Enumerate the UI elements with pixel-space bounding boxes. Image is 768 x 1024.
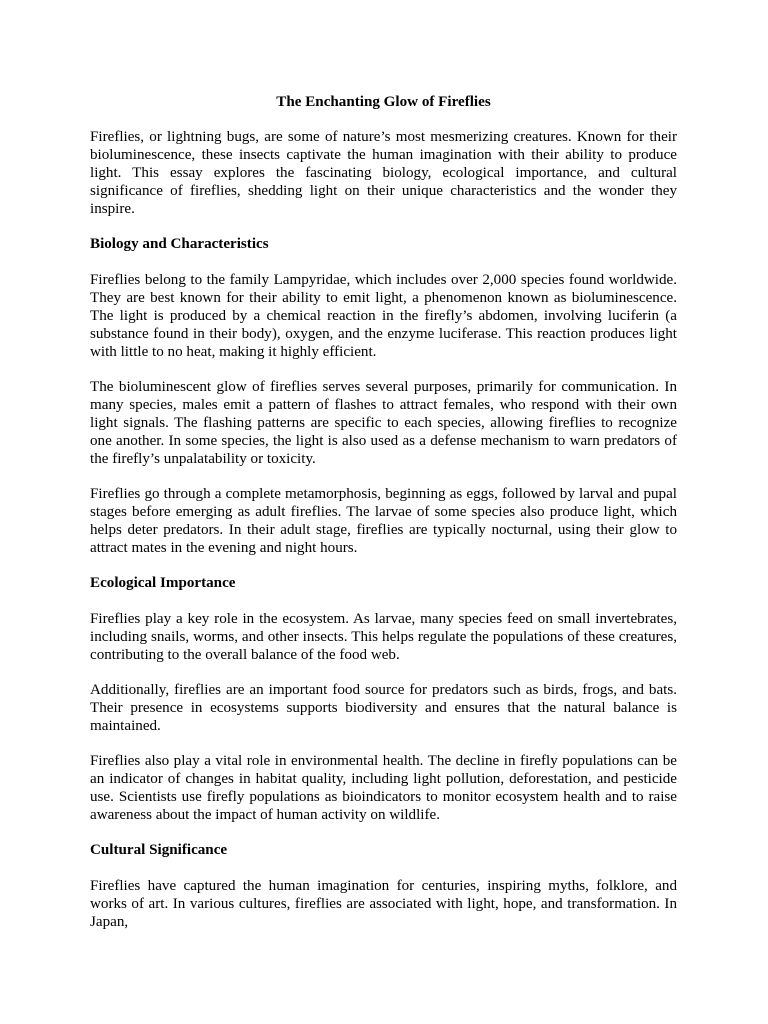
paragraph: Fireflies have captured the human imagination for centuries, inspiring myths, folklore, and works of art. In various cultures, fireflies are associated with light, hope, and transformation. In Japan, [90, 878, 677, 930]
paragraph: Additionally, fireflies are an important food source for predators such as birds, frogs, and bats. Their presence in ecosystems supports biodiversity and ensures that the natural balance is maintained. [90, 682, 677, 734]
section-heading-biology: Biology and Characteristics [90, 236, 269, 252]
paragraph: Fireflies also play a vital role in environmental health. The decline in firefly populations can be an indicator of changes in habitat quality, including light pollution, deforestation, and pesticide use. Scientists use firefly populations as bioindicators to monitor ecosystem health and to raise awareness about the impact of human activity on wildlife. [90, 753, 677, 823]
intro-paragraph: Fireflies, or lightning bugs, are some of nature’s most mesmerizing creatures. Known for their bioluminescence, these insects captivate the human imagination with their ability to produce light. This essay explores the fascinating biology, ecological importance, and cultural significance of fireflies, shedding light on their unique characteristics and the wonder they inspire. [90, 129, 677, 217]
paragraph: Fireflies go through a complete metamorphosis, beginning as eggs, followed by larval and pupal stages before emerging as adult fireflies. The larvae of some species also produce light, which helps deter predators. In their adult stage, fireflies are typically nocturnal, using their glow to attract mates in the evening and night hours. [90, 486, 677, 556]
section-heading-ecological: Ecological Importance [90, 575, 236, 591]
paragraph: Fireflies belong to the family Lampyridae, which includes over 2,000 species found worldwide. They are best known for their ability to emit light, a phenomenon known as bioluminescence. The light is produced by a chemical reaction in the firefly’s abdomen, involving luciferin (a substance found in their body), oxygen, and the enzyme luciferase. This reaction produces light with little to no heat, making it highly efficient. [90, 272, 677, 360]
document-title: The Enchanting Glow of Fireflies [276, 94, 491, 110]
document-body [90, 93, 677, 948]
paragraph: Fireflies play a key role in the ecosystem. As larvae, many species feed on small invertebrates, including snails, worms, and other insects. This helps regulate the populations of these creatures, contributing to the overall balance of the food web. [90, 611, 677, 663]
paragraph: The bioluminescent glow of fireflies serves several purposes, primarily for communication. In many species, males emit a pattern of flashes to attract females, who respond with their own light signals. The flashing patterns are specific to each species, allowing fireflies to recognize one another. In some species, the light is also used as a defense mechanism to warn predators of the firefly’s unpalatability or toxicity. [90, 379, 677, 467]
section-heading-cultural: Cultural Significance [90, 842, 228, 858]
